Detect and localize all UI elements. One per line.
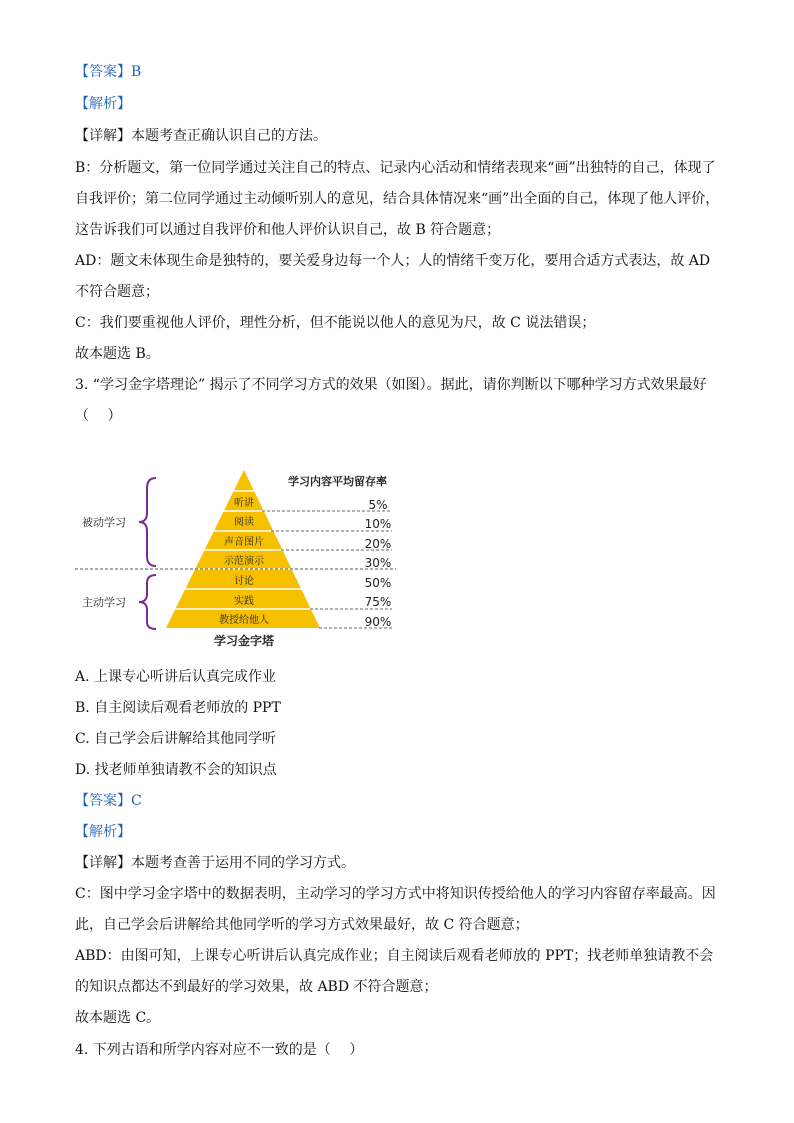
explanation-line: AD：题文未体现生命是独特的，要关爱身边每一个人；人的情绪千变万化，要用合适方式表达，故 AD (75, 253, 711, 269)
pyramid-level-label: 阅读 (234, 517, 254, 528)
pyramid-level-label: 听讲 (234, 498, 254, 509)
retention-rate: 5% (368, 498, 388, 512)
retention-rate: 75% (364, 595, 392, 609)
option-d: D. 找老师单独请教不会的知识点 (75, 762, 277, 778)
option-c: C. 自己学会后讲解给其他同学听 (75, 731, 277, 747)
explanation-line: 自我评价；第二位同学通过主动倾听别人的意见，结合具体情况来“画”出全面的自己，体现了他人评价， (75, 191, 720, 207)
passive-learning-label: 被动学习 (82, 516, 126, 529)
explanation-line: C：图中学习金字塔中的数据表明，主动学习的学习方式中将知识传授给他人的学习内容留存率最高。因 (75, 886, 716, 902)
option-b: B. 自主阅读后观看老师放的 PPT (75, 700, 281, 716)
retention-header: 学习内容平均留存率 (288, 475, 387, 488)
pyramid-level-label: 声音图片 (224, 537, 264, 548)
retention-rate: 10% (364, 517, 392, 531)
question-3-bracket: （ ） (75, 408, 122, 424)
question-4-stem: 4. 下列古语和所学内容对应不一致的是（ ） (75, 1042, 364, 1058)
active-brace (139, 575, 156, 629)
pyramid-level-label: 实践 (234, 596, 254, 607)
pyramid-level-label: 教授给他人 (219, 615, 269, 626)
explanation-line: ABD：由图可知，上课专心听讲后认真完成作业；自主阅读后观看老师放的 PPT；找老师单独请教不会 (75, 948, 714, 964)
figure-caption: 学习金字塔 (213, 634, 275, 648)
question-3-stem: 3. “学习金字塔理论” 揭示了不同学习方式的效果（如图）。据此，请你判断以下哪种学习方式效果最好 (75, 377, 707, 393)
active-learning-label: 主动学习 (82, 596, 126, 609)
detail-line-2: 【详解】本题考查善于运用不同的学习方式。 (75, 855, 355, 871)
pyramid-level-label: 示范演示 (224, 556, 264, 567)
pyramid-level-label: 讨论 (234, 576, 254, 587)
passive-brace (139, 478, 156, 566)
option-a: A. 上课专心听讲后认真完成作业 (75, 669, 277, 685)
conclusion-line: 故本题选 B。 (75, 346, 160, 362)
answer-label-1: 【答案】B (75, 64, 142, 80)
retention-rate: 30% (364, 556, 392, 570)
retention-rate: 50% (364, 576, 392, 590)
analysis-label-1: 【解析】 (75, 96, 131, 112)
explanation-line: B：分析题文，第一位同学通过关注自己的特点、记录内心活动和情绪表现来“画”出独特的自己，体现了 (75, 160, 716, 176)
explanation-line: 此，自己学会后讲解给其他同学听的学习方式效果最好，故 C 符合题意； (75, 917, 529, 933)
explanation-line: C：我们要重视他人评价，理性分析，但不能说以他人的意见为尺，故 C 说法错误； (75, 315, 596, 331)
explanation-line: 不符合题意； (75, 284, 159, 300)
analysis-label-2: 【解析】 (75, 824, 131, 840)
conclusion-line: 故本题选 C。 (75, 1010, 161, 1026)
detail-line-1: 【详解】本题考查正确认识自己的方法。 (75, 128, 327, 144)
answer-label-2: 【答案】C (75, 793, 142, 809)
retention-rate: 90% (364, 615, 392, 629)
explanation-line: 的知识点都达不到最好的学习效果，故 ABD 不符合题意； (75, 979, 438, 995)
explanation-line: 这告诉我们可以通过自我评价和他人评价认识自己，故 B 符合题意； (75, 222, 501, 238)
retention-rate: 20% (364, 537, 392, 551)
